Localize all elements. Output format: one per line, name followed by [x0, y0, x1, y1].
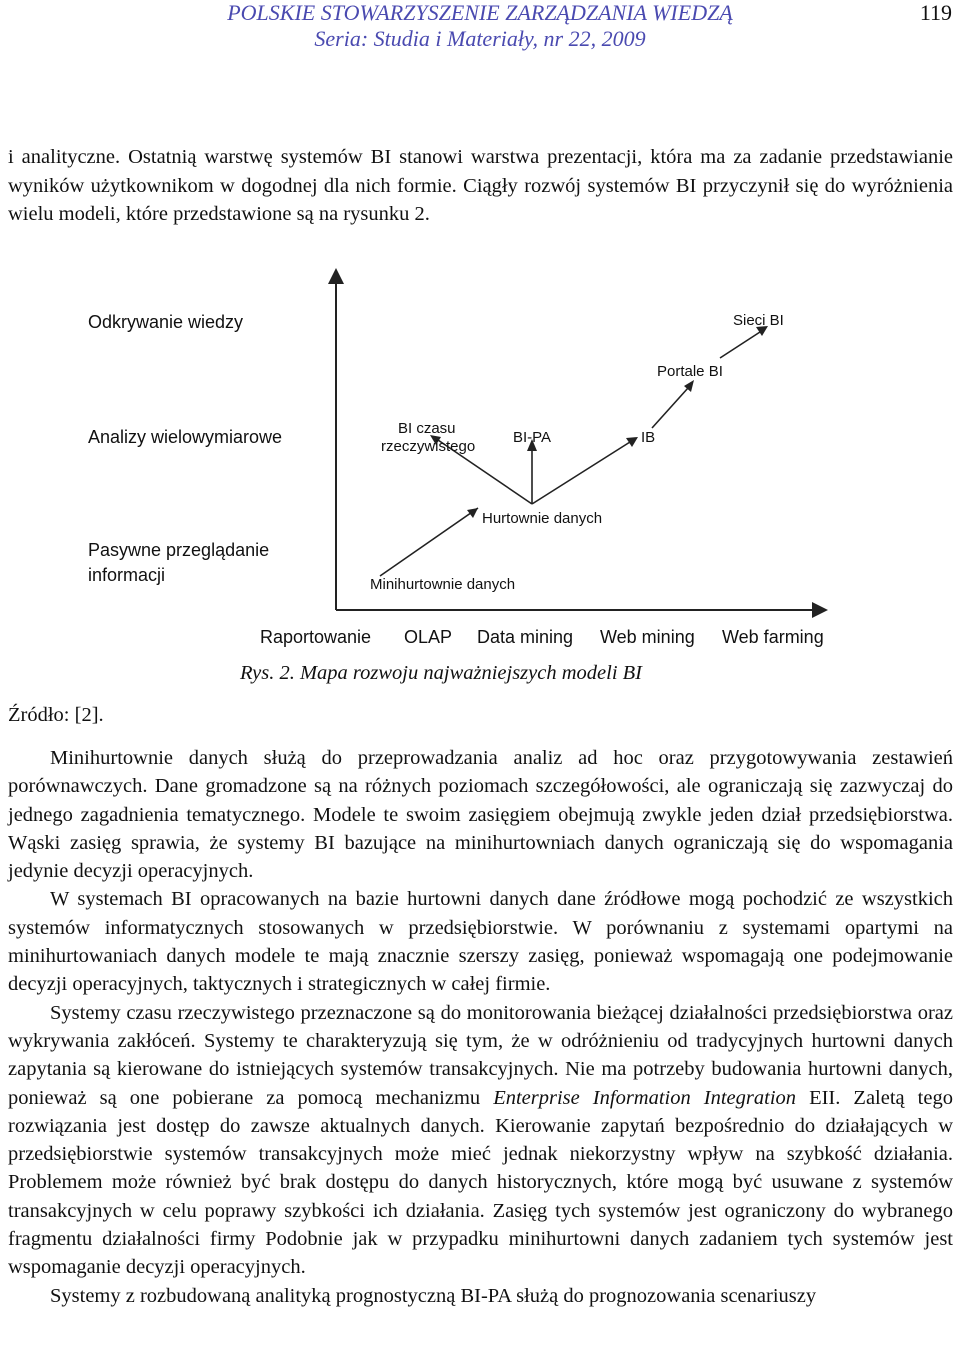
body-text [8, 744, 953, 1310]
intro-paragraph: i analityczne. Ostatnią warstwę systemów BI stanowi warstwa prezentacji, która ma za zadanie przedstawianie wyników użytkownikom w dogodnej dla nich formie. Ciągły rozwój systemów BI przyczynił się do wyróżnienia wielu modeli, które przedstawione są na rysunku 2. [8, 146, 953, 226]
y-level-multidimensional-analysis: Analizy wielowymiarowe [88, 427, 283, 447]
paragraph-part: EII. Zaletą tego rozwiązania jest dostęp do zawsze aktualnych danych. Kierowanie zapytań bezpośrednio do działających w przedsiębiorstwie systemów transakcyjnych może mieć jednak niekorzystny wpływ na szybkość działania. Problemem może również być brak dostępu do danych historycznych, które mogą być usuwane z systemów transakcyjnych w celu poprawy szybkości ich działania. Zasięg tych systemów jest ograniczony do wybranego fragmentu działalności firmy Podobnie jak w przypadku minihurtowni danych zadaniem tych systemów jest wspomaganie decyzji operacyjnych. [8, 1086, 953, 1279]
node-hurtownie: Hurtownie danych [482, 510, 603, 527]
paragraph-czasu-rzeczywistego [8, 999, 953, 1282]
edge-hurtownie-to-ib [532, 442, 630, 504]
edge-ib-to-portale [652, 388, 688, 428]
paragraph-bi-pa: Systemy z rozbudowaną analityką prognostyczną BI-PA służą do prognozowania scenariuszy [50, 1284, 817, 1307]
y-axis-arrowhead [328, 268, 344, 284]
y-level-knowledge-discovery: Odkrywanie wiedzy [88, 312, 244, 332]
x-axis-arrowhead [812, 602, 828, 618]
x-level-data-mining: Data mining [477, 627, 574, 647]
arrowhead [467, 508, 478, 518]
paragraph-part: Systemy czasu rzeczywistego przeznaczone są do monitorowania bieżącej działalności przedsiębiorstwa oraz wykrywania zakłóceń. Systemy te charakteryzują się tym, że w odróżnieniu od tradycyjnych hurtowni danych zapytania są kierowane do istniejących systemów transakcyjnych. Nie ma potrzeby budowania hurtowni danych, ponieważ są one pobierane za pomocą mechanizmu [8, 1001, 953, 1109]
node-minihurtownie: Minihurtownie danych [370, 576, 516, 593]
node-portale: Portale BI [657, 363, 723, 380]
x-level-raportowanie: Raportowanie [260, 627, 372, 647]
node-ib: IB [641, 429, 656, 446]
edge-mini-to-hurtownie [380, 508, 478, 576]
bi-models-figure [0, 262, 960, 662]
series-title: Seria: Studia i Materiały, nr 22, 2009 [314, 26, 646, 51]
figure-source: Źródło: [2]. [8, 704, 104, 726]
journal-title: POLSKIE STOWARZYSZENIE ZARZĄDZANIA WIEDZĄ [227, 0, 733, 25]
node-bi-czasu-line1: BI czasu [398, 420, 456, 437]
node-bi-pa: BI-PA [513, 429, 552, 446]
page-header [0, 0, 960, 60]
y-level-passive-browsing-line2: informacji [88, 565, 166, 585]
edge-portale-to-sieci [720, 332, 760, 358]
node-sieci: Sieci BI [733, 312, 784, 329]
paragraph-hurtownie: W systemach BI opracowanych na bazie hurtowni danych dane źródłowe mogą pochodzić ze wszystkich systemów informatycznych stosowanych w przedsiębiorstwie. W porównaniu z systemami opartymi na minihurtowaniach danych modele te mają znacznie szerszy zasięg, ponieważ wspomagają one podejmowanie decyzji operacyjnych, taktycznych i strategicznych w całej firmie. [8, 888, 953, 996]
paragraph-minihurtownie: Minihurtownie danych służą do przeprowadzania analiz ad hoc oraz przygotowywania zestawień porównawczych. Dane gromadzone są na różnych poziomach szczegółowości, ale ograniczają się zazwyczaj do jednego zagadnienia tematycznego. Modele te swoim zasięgiem obejmują zwykle jeden dział przedsiębiorstwa. Wąski zasięg sprawia, że systemy BI bazujące na minihurtowniach danych ograniczają się do wspomagania jedynie decyzji operacyjnych. [8, 747, 953, 883]
figure-caption: Rys. 2. Mapa rozwoju najważniejszych modeli BI [240, 662, 643, 684]
node-bi-czasu-line2: rzeczywistego [381, 438, 476, 455]
arrowhead [626, 437, 638, 447]
x-level-web-mining: Web mining [600, 627, 695, 647]
x-level-olap: OLAP [404, 627, 453, 647]
eii-term: Enterprise Information Integration [493, 1086, 797, 1109]
y-level-passive-browsing-line1: Pasywne przeglądanie [88, 540, 270, 560]
x-level-web-farming: Web farming [722, 627, 824, 647]
page-number: 119 [919, 0, 952, 25]
